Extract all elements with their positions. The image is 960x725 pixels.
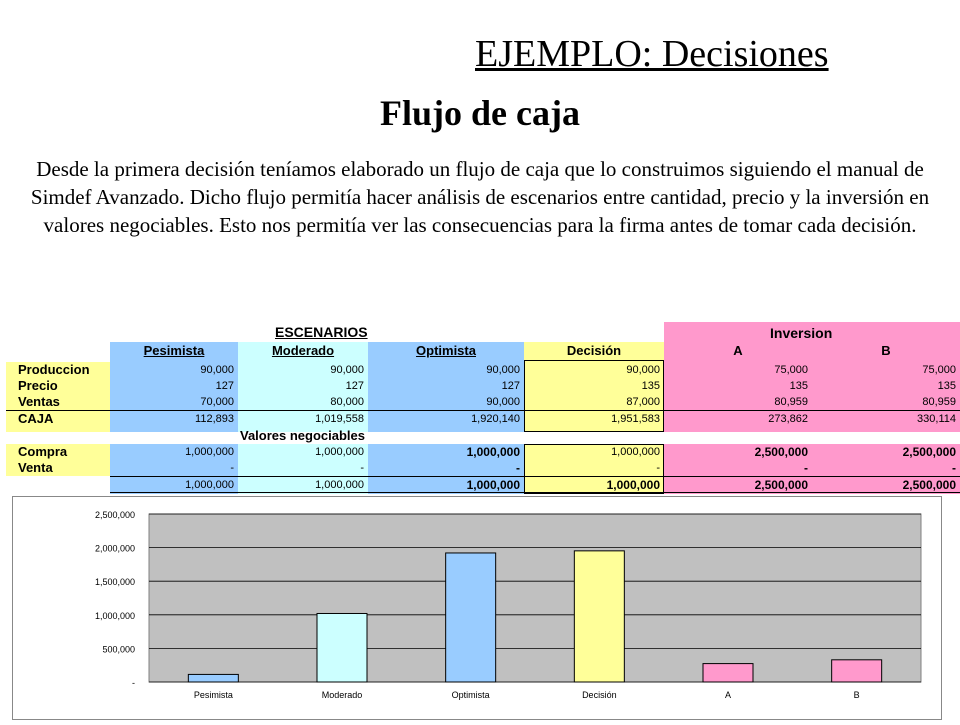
row-compra-cell: 1,000,000 xyxy=(315,446,364,458)
row-compra-cell: 1,000,000 xyxy=(466,445,520,459)
escenarios-heading: ESCENARIOS xyxy=(275,324,368,340)
row-total-cell: 1,000,000 xyxy=(606,478,660,492)
x-category-label: Moderado xyxy=(321,690,363,700)
row-venta-cell: - xyxy=(656,462,660,474)
row-precio-cell: 135 xyxy=(641,380,660,392)
row-caja-cell: 1,920,140 xyxy=(471,413,520,425)
y-tick-label: 2,000,000 xyxy=(94,543,135,554)
row-venta-cell: - xyxy=(952,461,956,475)
row-ventas-cell: 80,000 xyxy=(330,396,364,408)
bar-2 xyxy=(446,553,496,682)
row-ventas-cell: 80,959 xyxy=(922,396,956,408)
y-tick-label: - xyxy=(132,678,135,688)
x-category-label: Decisión xyxy=(582,690,617,700)
row-total-cell: 1,000,000 xyxy=(466,478,520,492)
row-compra-cell: 2,500,000 xyxy=(754,445,808,459)
sheet-gap-row xyxy=(0,432,960,444)
row-produccion-cell: 75,000 xyxy=(774,364,808,376)
row-total-cell: 1,000,000 xyxy=(185,479,234,491)
page-title: EJEMPLO: Decisiones xyxy=(475,33,829,75)
plot-area xyxy=(149,514,921,682)
row-venta-cell: - xyxy=(230,462,234,474)
row-caja-cell: 330,114 xyxy=(917,413,956,425)
description-paragraph: Desde la primera decisión teníamos elaborado un flujo de caja que lo construimos siguiendo el manual de Simdef Avanzado. Dicho flujo permitía hacer análisis de escenarios entre cantidad, precio y la inversión en valores negociables. Esto nos permitía ver las consecuencias para la firma antes de tomar cada decisión. xyxy=(30,157,930,237)
row-precio-label: Precio xyxy=(18,378,58,393)
x-category-label: A xyxy=(724,690,732,700)
row-produccion-label: Produccion xyxy=(18,362,90,377)
cash-flow-spreadsheet xyxy=(0,320,960,494)
y-tick-label: 2,500,000 xyxy=(94,510,135,520)
row-caja-cell: 273,862 xyxy=(768,413,808,425)
y-tick-label: 1,000,000 xyxy=(94,610,135,621)
x-category-label: Pesimista xyxy=(193,690,233,700)
bar-3 xyxy=(574,551,624,682)
row-venta-cell: - xyxy=(360,462,364,474)
y-tick-label: 1,500,000 xyxy=(94,577,135,588)
row-compra-cell: 1,000,000 xyxy=(185,446,234,458)
row-caja-cell: 1,951,583 xyxy=(611,413,660,425)
bar-4 xyxy=(703,664,753,682)
bar-5 xyxy=(832,660,882,682)
col-header-pesimista: Pesimista xyxy=(143,343,205,358)
page-subtitle: Flujo de caja xyxy=(380,93,580,133)
row-venta-cell: - xyxy=(516,461,520,475)
col-header-moderado: Moderado xyxy=(271,343,335,358)
col-header-decision: Decisión xyxy=(566,343,622,358)
row-produccion-cell: 90,000 xyxy=(626,364,660,376)
col-header-optimista: Optimista xyxy=(416,343,476,358)
row-ventas-cell: 90,000 xyxy=(486,396,520,408)
row-precio-cell: 135 xyxy=(937,380,956,392)
row-caja-label: CAJA xyxy=(18,411,54,426)
y-tick-label: 500,000 xyxy=(102,644,135,655)
row-total-cell: 2,500,000 xyxy=(754,478,808,492)
bar-1 xyxy=(317,613,367,682)
row-precio-cell: 127 xyxy=(215,380,234,392)
col-header-a: A xyxy=(733,343,743,358)
x-category-label: B xyxy=(853,690,860,700)
cash-bar-chart xyxy=(12,496,942,720)
row-produccion-cell: 90,000 xyxy=(330,364,364,376)
row-precio-cell: 135 xyxy=(789,380,808,392)
row-produccion-cell: 90,000 xyxy=(486,364,520,376)
cash-chart xyxy=(12,496,942,720)
row-compra-label: Compra xyxy=(18,444,68,459)
row-ventas-cell: 70,000 xyxy=(200,396,234,408)
x-category-label: Optimista xyxy=(451,690,490,700)
row-ventas-cell: 80,959 xyxy=(774,396,808,408)
bar-0 xyxy=(188,674,238,682)
row-total-cell: 1,000,000 xyxy=(315,479,364,491)
row-compra-cell: 2,500,000 xyxy=(902,445,956,459)
row-produccion-cell: 90,000 xyxy=(200,364,234,376)
row-ventas-cell: 87,000 xyxy=(626,396,660,408)
row-precio-cell: 127 xyxy=(501,380,520,392)
col-header-b: B xyxy=(881,343,891,358)
row-venta-cell: - xyxy=(804,461,808,475)
row-produccion-cell: 75,000 xyxy=(922,364,956,376)
row-venta-label: Venta xyxy=(18,460,53,475)
row-compra-cell: 1,000,000 xyxy=(611,446,660,458)
row-caja-cell: 112,893 xyxy=(195,413,234,425)
row-total-cell: 2,500,000 xyxy=(902,478,956,492)
valores-negociables-heading: Valores negociables xyxy=(240,428,366,443)
row-ventas-label: Ventas xyxy=(18,394,60,409)
inversion-heading: Inversion xyxy=(770,325,833,341)
row-caja-cell: 1,019,558 xyxy=(315,413,364,425)
row-precio-cell: 127 xyxy=(345,380,364,392)
